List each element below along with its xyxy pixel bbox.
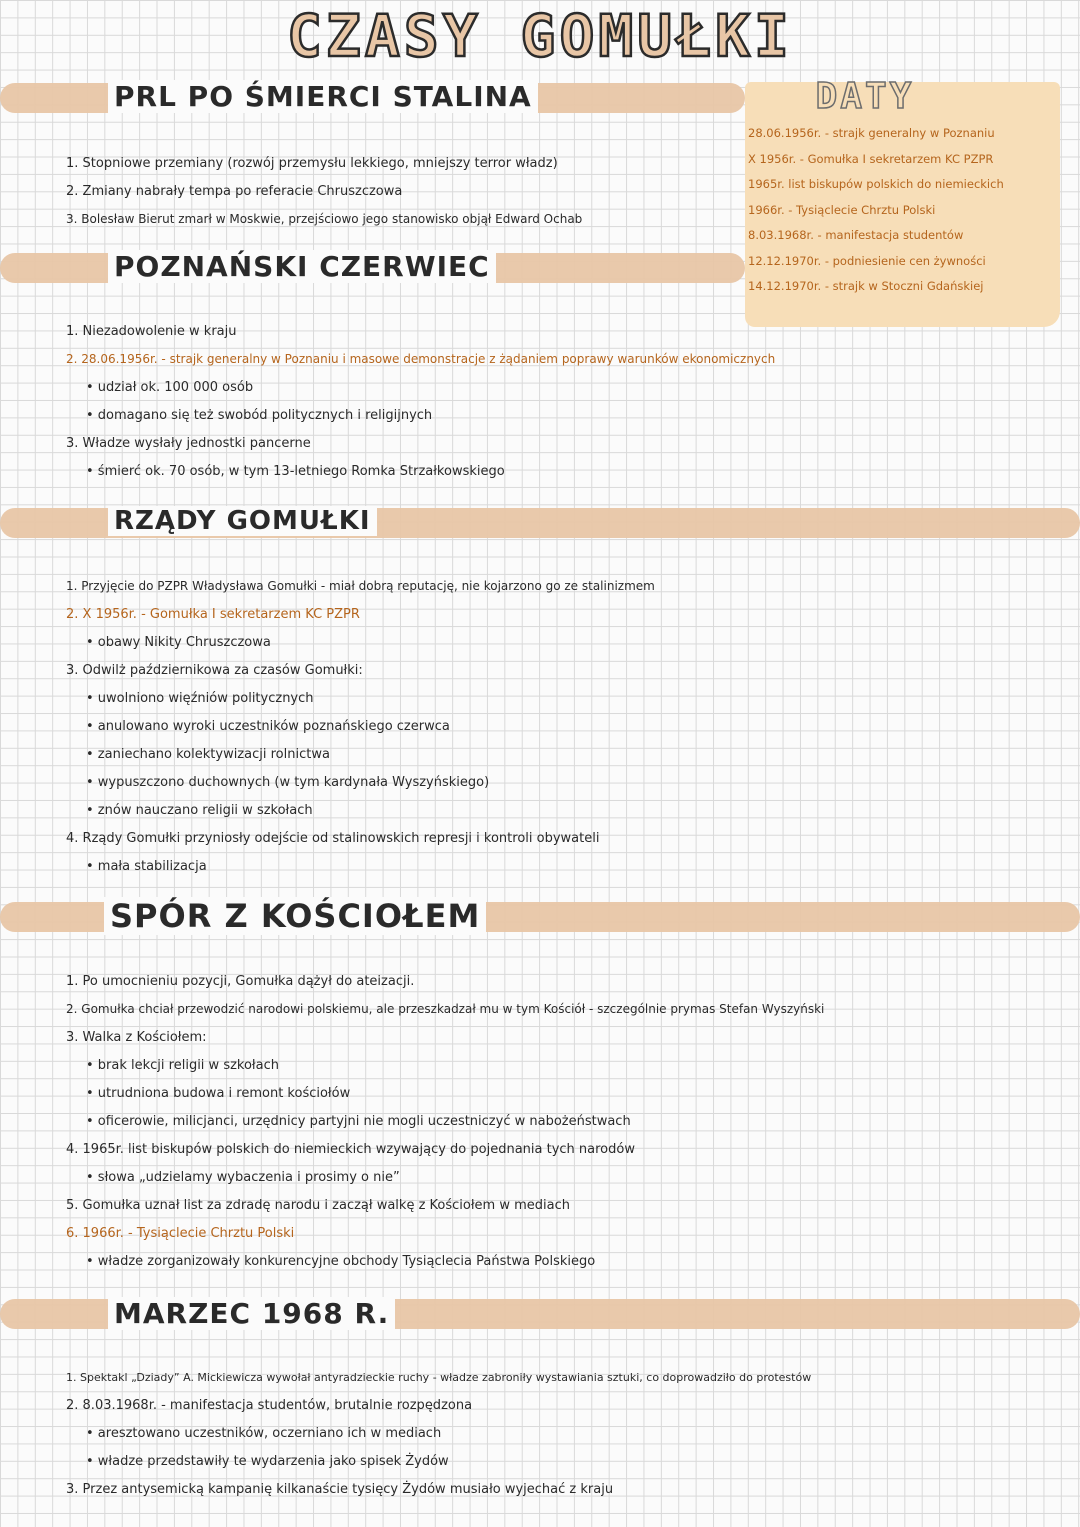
note-line: • aresztowano uczestników, oczerniano ich w mediach (86, 1426, 442, 1441)
note-line: 2. X 1956r. - Gomułka I sekretarzem KC PZPR (66, 607, 360, 622)
note-line: • mała stabilizacja (86, 859, 207, 874)
note-line: • udział ok. 100 000 osób (86, 380, 254, 395)
note-line: • utrudniona budowa i remont kościołów (86, 1086, 351, 1101)
section-body (66, 578, 655, 875)
date-item: 12.12.1970r. - podniesienie cen żywności (748, 253, 986, 268)
date-item: 1966r. - Tysiąclecie Chrztu Polski (748, 202, 936, 217)
note-line: • obawy Nikity Chruszczowa (86, 635, 271, 650)
note-line: 3. Władze wysłały jednostki pancerne (66, 436, 311, 451)
note-line: 3. Walka z Kościołem: (66, 1030, 207, 1045)
note-line: 6. 1966r. - Tysiąclecie Chrztu Polski (66, 1226, 295, 1241)
section-heading: MARZEC 1968 R. (108, 1297, 395, 1330)
note-line: 3. Odwilż październikowa za czasów Gomułki: (66, 663, 363, 678)
section-heading: POZNAŃSKI CZERWIEC (108, 250, 496, 283)
note-line: 1. Po umocnieniu pozycji, Gomułka dążył do ateizacji. (66, 974, 415, 989)
note-line: 5. Gomułka uznał list za zdradę narodu i zaczął walkę z Kościołem w mediach (66, 1198, 570, 1213)
section-body (66, 323, 775, 480)
note-line: 3. Przez antysemicką kampanię kilkanaście tysięcy Żydów musiało wyjechać z kraju (66, 1482, 614, 1497)
note-line: • władze zorganizowały konkurencyjne obchody Tysiąclecia Państwa Polskiego (86, 1254, 596, 1269)
note-line: • słowa „udzielamy wybaczenia i prosimy o nie” (86, 1170, 400, 1185)
section-heading: RZĄDY GOMUŁKI (108, 506, 377, 536)
note-line: 1. Przyjęcie do PZPR Władysława Gomułki - miał dobrą reputację, nie kojarzono go ze stalinizmem (66, 579, 655, 593)
date-item: 1965r. list biskupów polskich do niemieckich (748, 177, 1004, 191)
note-line: • wypuszczono duchownych (w tym kardynała Wyszyńskiego) (86, 775, 490, 790)
section-heading: PRL PO ŚMIERCI STALINA (108, 80, 538, 113)
note-line: • anulowano wyroki uczestników poznańskiego czerwca (86, 719, 450, 734)
note-line: • domagano się też swobód politycznych i religijnych (86, 408, 433, 423)
date-item: 8.03.1968r. - manifestacja studentów (748, 228, 964, 242)
note-line: • znów nauczano religii w szkołach (86, 803, 313, 818)
section-body (66, 1369, 811, 1498)
section-body (66, 973, 824, 1270)
note-line: 4. Rządy Gomułki przyniosły odejście od stalinowskich represji i kontroli obywateli (66, 831, 600, 846)
note-line: 1. Niezadowolenie w kraju (66, 324, 237, 339)
section-heading: SPÓR Z KOŚCIOŁEM (104, 897, 486, 935)
note-line: 2. Gomułka chciał przewodzić narodowi polskiemu, ale przeszkadzał mu w tym Kościół - szczególnie prymas Stefan Wyszyński (66, 1002, 825, 1016)
dates-list (748, 121, 1058, 300)
section-body (66, 155, 582, 228)
note-line: • oficerowie, milicjanci, urzędnicy partyjni nie mogli uczestniczyć w nabożeństwach (86, 1114, 631, 1129)
note-line: 3. Bolesław Bierut zmarł w Moskwie, przejściowo jego stanowisko objął Edward Ochab (66, 212, 583, 226)
note-line: 4. 1965r. list biskupów polskich do niemieckich wzywający do pojednania tych narodów (66, 1142, 635, 1157)
note-line: 2. 8.03.1968r. - manifestacja studentów, brutalnie rozpędzona (66, 1398, 473, 1413)
date-item: 28.06.1956r. - strajk generalny w Poznaniu (748, 126, 995, 140)
dates-title: DATY (815, 76, 915, 117)
note-line: 1. Spektakl „Dziady” A. Mickiewicza wywołał antyradzieckie ruchy - władze zabroniły wystawiania sztuki, co doprowadziło do protestów (66, 1371, 812, 1384)
note-line: • władze przedstawiły te wydarzenia jako spisek Żydów (86, 1454, 449, 1469)
date-item: X 1956r. - Gomułka I sekretarzem KC PZPR (748, 151, 994, 166)
note-line: 1. Stopniowe przemiany (rozwój przemysłu lekkiego, mniejszy terror władz) (66, 156, 558, 171)
page-title: CZASY GOMUŁKI (287, 2, 793, 70)
note-line: • brak lekcji religii w szkołach (86, 1058, 279, 1073)
note-line: 2. 28.06.1956r. - strajk generalny w Poznaniu i masowe demonstracje z żądaniem poprawy warunków ekonomicznych (66, 352, 776, 366)
note-line: • śmierć ok. 70 osób, w tym 13-letniego Romka Strzałkowskiego (86, 464, 505, 479)
note-line: 2. Zmiany nabrały tempa po referacie Chruszczowa (66, 184, 403, 199)
note-line: • uwolniono więźniów politycznych (86, 691, 314, 706)
date-item: 14.12.1970r. - strajk w Stoczni Gdańskiej (748, 279, 984, 293)
note-line: • zaniechano kolektywizacji rolnictwa (86, 747, 330, 762)
